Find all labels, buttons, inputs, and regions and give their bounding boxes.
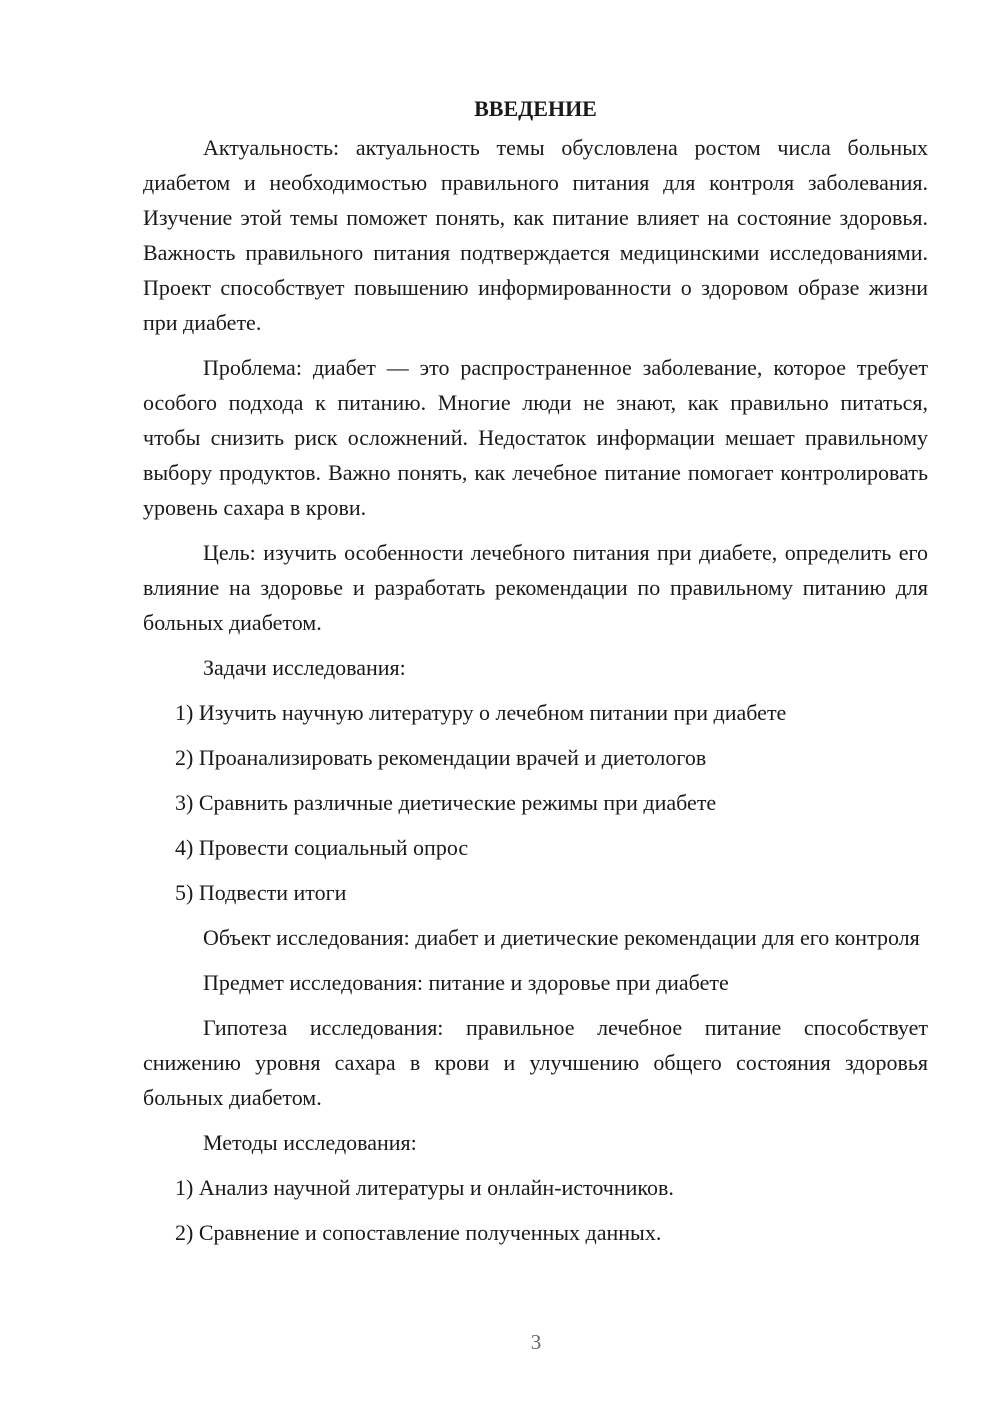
subject-paragraph: Предмет исследования: питание и здоровье при диабете [203,970,729,995]
list-item: 2) Сравнение и сопоставление полученных данных. [175,1220,662,1245]
goal-paragraph: Цель: изучить особенности лечебного питания при диабете, определить его влияние на здоровье и разработать рекомендации по правильному питанию для больных диабетом. [143,540,928,635]
methods-list [143,1170,928,1250]
hypothesis-paragraph: Гипотеза исследования: правильное лечебное питание способствует снижению уровня сахара в крови и улучшению общего состояния здоровья больных диабетом. [143,1015,928,1110]
methods-heading: Методы исследования: [203,1130,417,1155]
problem-paragraph: Проблема: диабет — это распространенное заболевание, которое требует особого подхода к питанию. Многие люди не знают, как правильно питаться, чтобы снизить риск осложнений. Недостаток информации мешает правильному выбору продуктов. Важно понять, как лечебное питание помогает контролировать уровень сахара в крови. [143,355,928,520]
tasks-heading: Задачи исследования: [203,655,406,680]
object-paragraph: Объект исследования: диабет и диетические рекомендации для его контроля [203,925,920,950]
list-item: 1) Анализ научной литературы и онлайн-источников. [175,1175,674,1200]
list-item: 1) Изучить научную литературу о лечебном питании при диабете [175,700,787,725]
list-item: 5) Подвести итоги [175,880,347,905]
tasks-list [143,695,928,910]
list-item: 3) Сравнить различные диетические режимы при диабете [175,790,717,815]
page-content [143,94,928,1260]
list-item: 2) Проанализировать рекомендации врачей и диетологов [175,745,707,770]
actuality-paragraph: Актуальность: актуальность темы обусловлена ростом числа больных диабетом и необходимостью правильного питания для контроля заболевания. Изучение этой темы поможет понять, как питание влияет на состояние здоровья. Важность правильного питания подтверждается медицинскими исследованиями. Проект способствует повышению информированности о здоровом образе жизни при диабете. [143,135,928,335]
list-item: 4) Провести социальный опрос [175,835,469,860]
page-number: 3 [530,1330,542,1354]
page-title: ВВЕДЕНИЕ [474,96,597,121]
